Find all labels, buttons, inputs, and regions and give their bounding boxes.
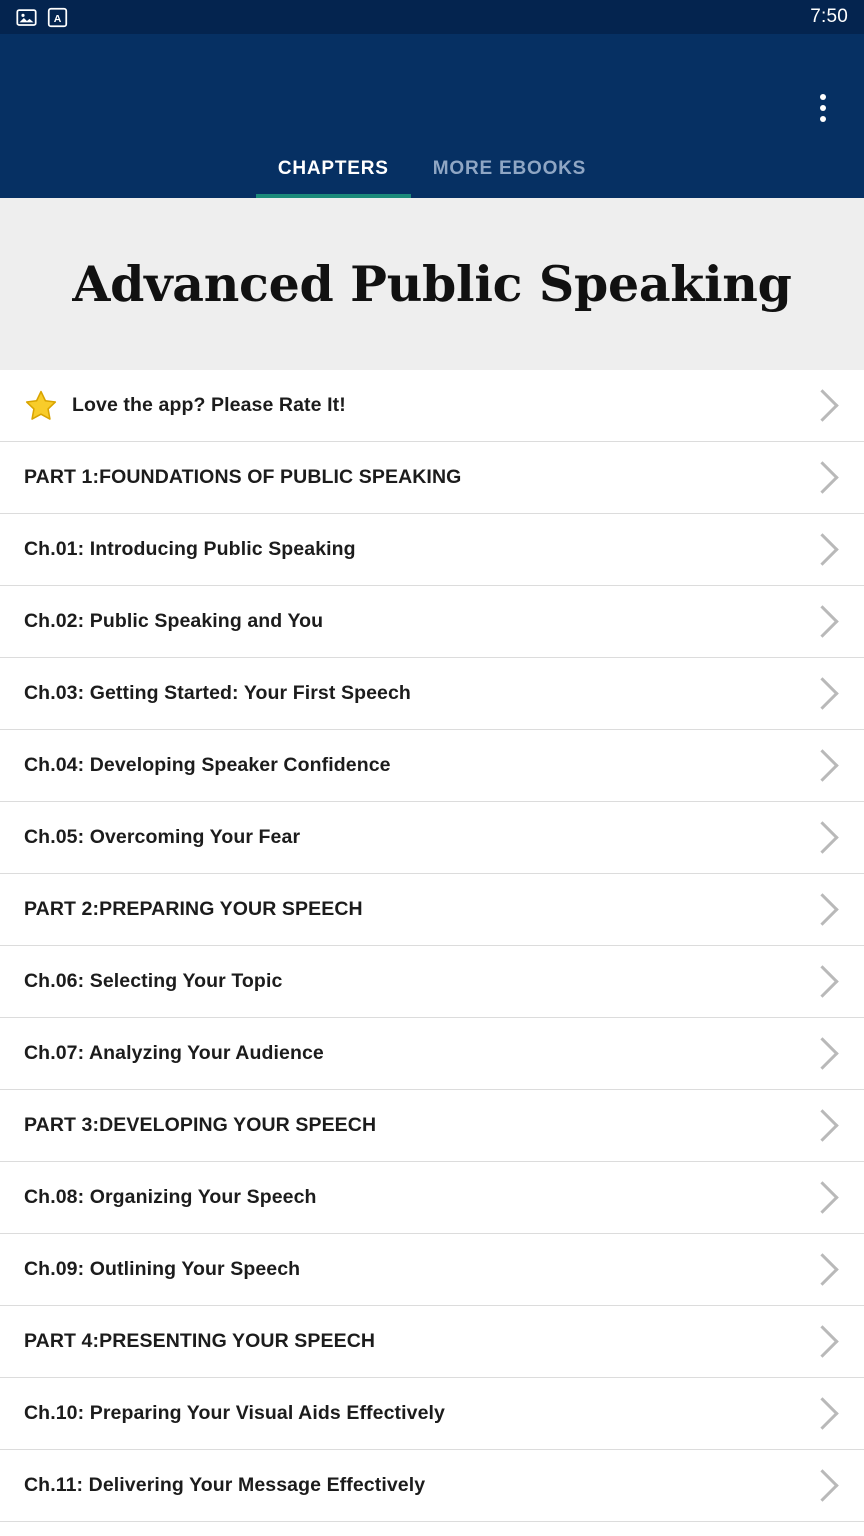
page-title: Advanced Public Speaking — [72, 255, 792, 313]
list-item-ch-03[interactable] — [0, 658, 864, 730]
status-bar — [0, 0, 864, 34]
list-item-label: Ch.10: Preparing Your Visual Aids Effectively — [24, 1402, 445, 1424]
list-item-part-1[interactable] — [0, 442, 864, 514]
status-bar-clock: 7:50 — [810, 6, 848, 27]
chevron-right-icon — [806, 965, 839, 998]
chevron-right-icon — [806, 1397, 839, 1430]
list-item-label: PART 1:FOUNDATIONS OF PUBLIC SPEAKING — [24, 466, 462, 488]
chevron-right-icon — [806, 1469, 839, 1502]
list-item-part-4[interactable] — [0, 1306, 864, 1378]
list-item-label: Ch.03: Getting Started: Your First Speech — [24, 682, 411, 704]
book-title-banner — [0, 198, 864, 370]
list-item-label: Love the app? Please Rate It! — [72, 394, 346, 416]
tab-chapters-label: CHAPTERS — [277, 158, 389, 179]
list-item-label: PART 2:PREPARING YOUR SPEECH — [24, 898, 363, 920]
tab-more-ebooks-label: MORE EBOOKS — [432, 158, 587, 179]
list-item-ch-05[interactable] — [0, 802, 864, 874]
chevron-right-icon — [806, 1253, 839, 1286]
list-item-ch-02[interactable] — [0, 586, 864, 658]
list-item-ch-09[interactable] — [0, 1234, 864, 1306]
list-item-label: Ch.05: Overcoming Your Fear — [24, 826, 301, 848]
list-item-label: Ch.11: Delivering Your Message Effectively — [24, 1474, 426, 1496]
list-item-part-3[interactable] — [0, 1090, 864, 1162]
app-badge-icon — [47, 7, 68, 28]
chevron-right-icon — [806, 1181, 839, 1214]
chevron-right-icon — [806, 605, 839, 638]
list-item-label: Ch.04: Developing Speaker Confidence — [24, 754, 391, 776]
list-item-rate-app[interactable] — [0, 370, 864, 442]
list-item-ch-06[interactable] — [0, 946, 864, 1018]
list-item-part-2[interactable] — [0, 874, 864, 946]
chevron-right-icon — [806, 533, 839, 566]
chevron-right-icon — [806, 893, 839, 926]
list-item-label: Ch.01: Introducing Public Speaking — [24, 538, 356, 560]
list-item-label: PART 4:PRESENTING YOUR SPEECH — [24, 1330, 376, 1352]
image-icon — [16, 7, 37, 28]
tab-more-ebooks[interactable] — [411, 158, 608, 198]
list-item-label: Ch.08: Organizing Your Speech — [24, 1186, 317, 1208]
tab-chapters[interactable] — [256, 158, 411, 198]
list-item-ch-07[interactable] — [0, 1018, 864, 1090]
list-item-ch-10[interactable] — [0, 1378, 864, 1450]
svg-text:A: A — [53, 12, 62, 25]
chevron-right-icon — [806, 389, 839, 422]
chevron-right-icon — [806, 821, 839, 854]
chevron-right-icon — [806, 1325, 839, 1358]
tab-bar — [0, 136, 864, 198]
app-bar — [0, 34, 864, 198]
list-item-label: PART 3:DEVELOPING YOUR SPEECH — [24, 1114, 377, 1136]
chapter-list — [0, 370, 864, 1522]
list-item-label: Ch.06: Selecting Your Topic — [24, 970, 283, 992]
overflow-menu-icon[interactable] — [808, 90, 838, 126]
list-item-ch-08[interactable] — [0, 1162, 864, 1234]
chevron-right-icon — [806, 1037, 839, 1070]
list-item-label: Ch.09: Outlining Your Speech — [24, 1258, 301, 1280]
chevron-right-icon — [806, 1109, 839, 1142]
list-item-ch-04[interactable] — [0, 730, 864, 802]
status-bar-icons — [16, 7, 68, 28]
list-item-ch-11[interactable] — [0, 1450, 864, 1522]
star-icon — [24, 389, 58, 423]
chevron-right-icon — [806, 461, 839, 494]
chevron-right-icon — [806, 677, 839, 710]
chevron-right-icon — [806, 749, 839, 782]
list-item-label: Ch.02: Public Speaking and You — [24, 610, 324, 632]
list-item-ch-01[interactable] — [0, 514, 864, 586]
list-item-label: Ch.07: Analyzing Your Audience — [24, 1042, 324, 1064]
